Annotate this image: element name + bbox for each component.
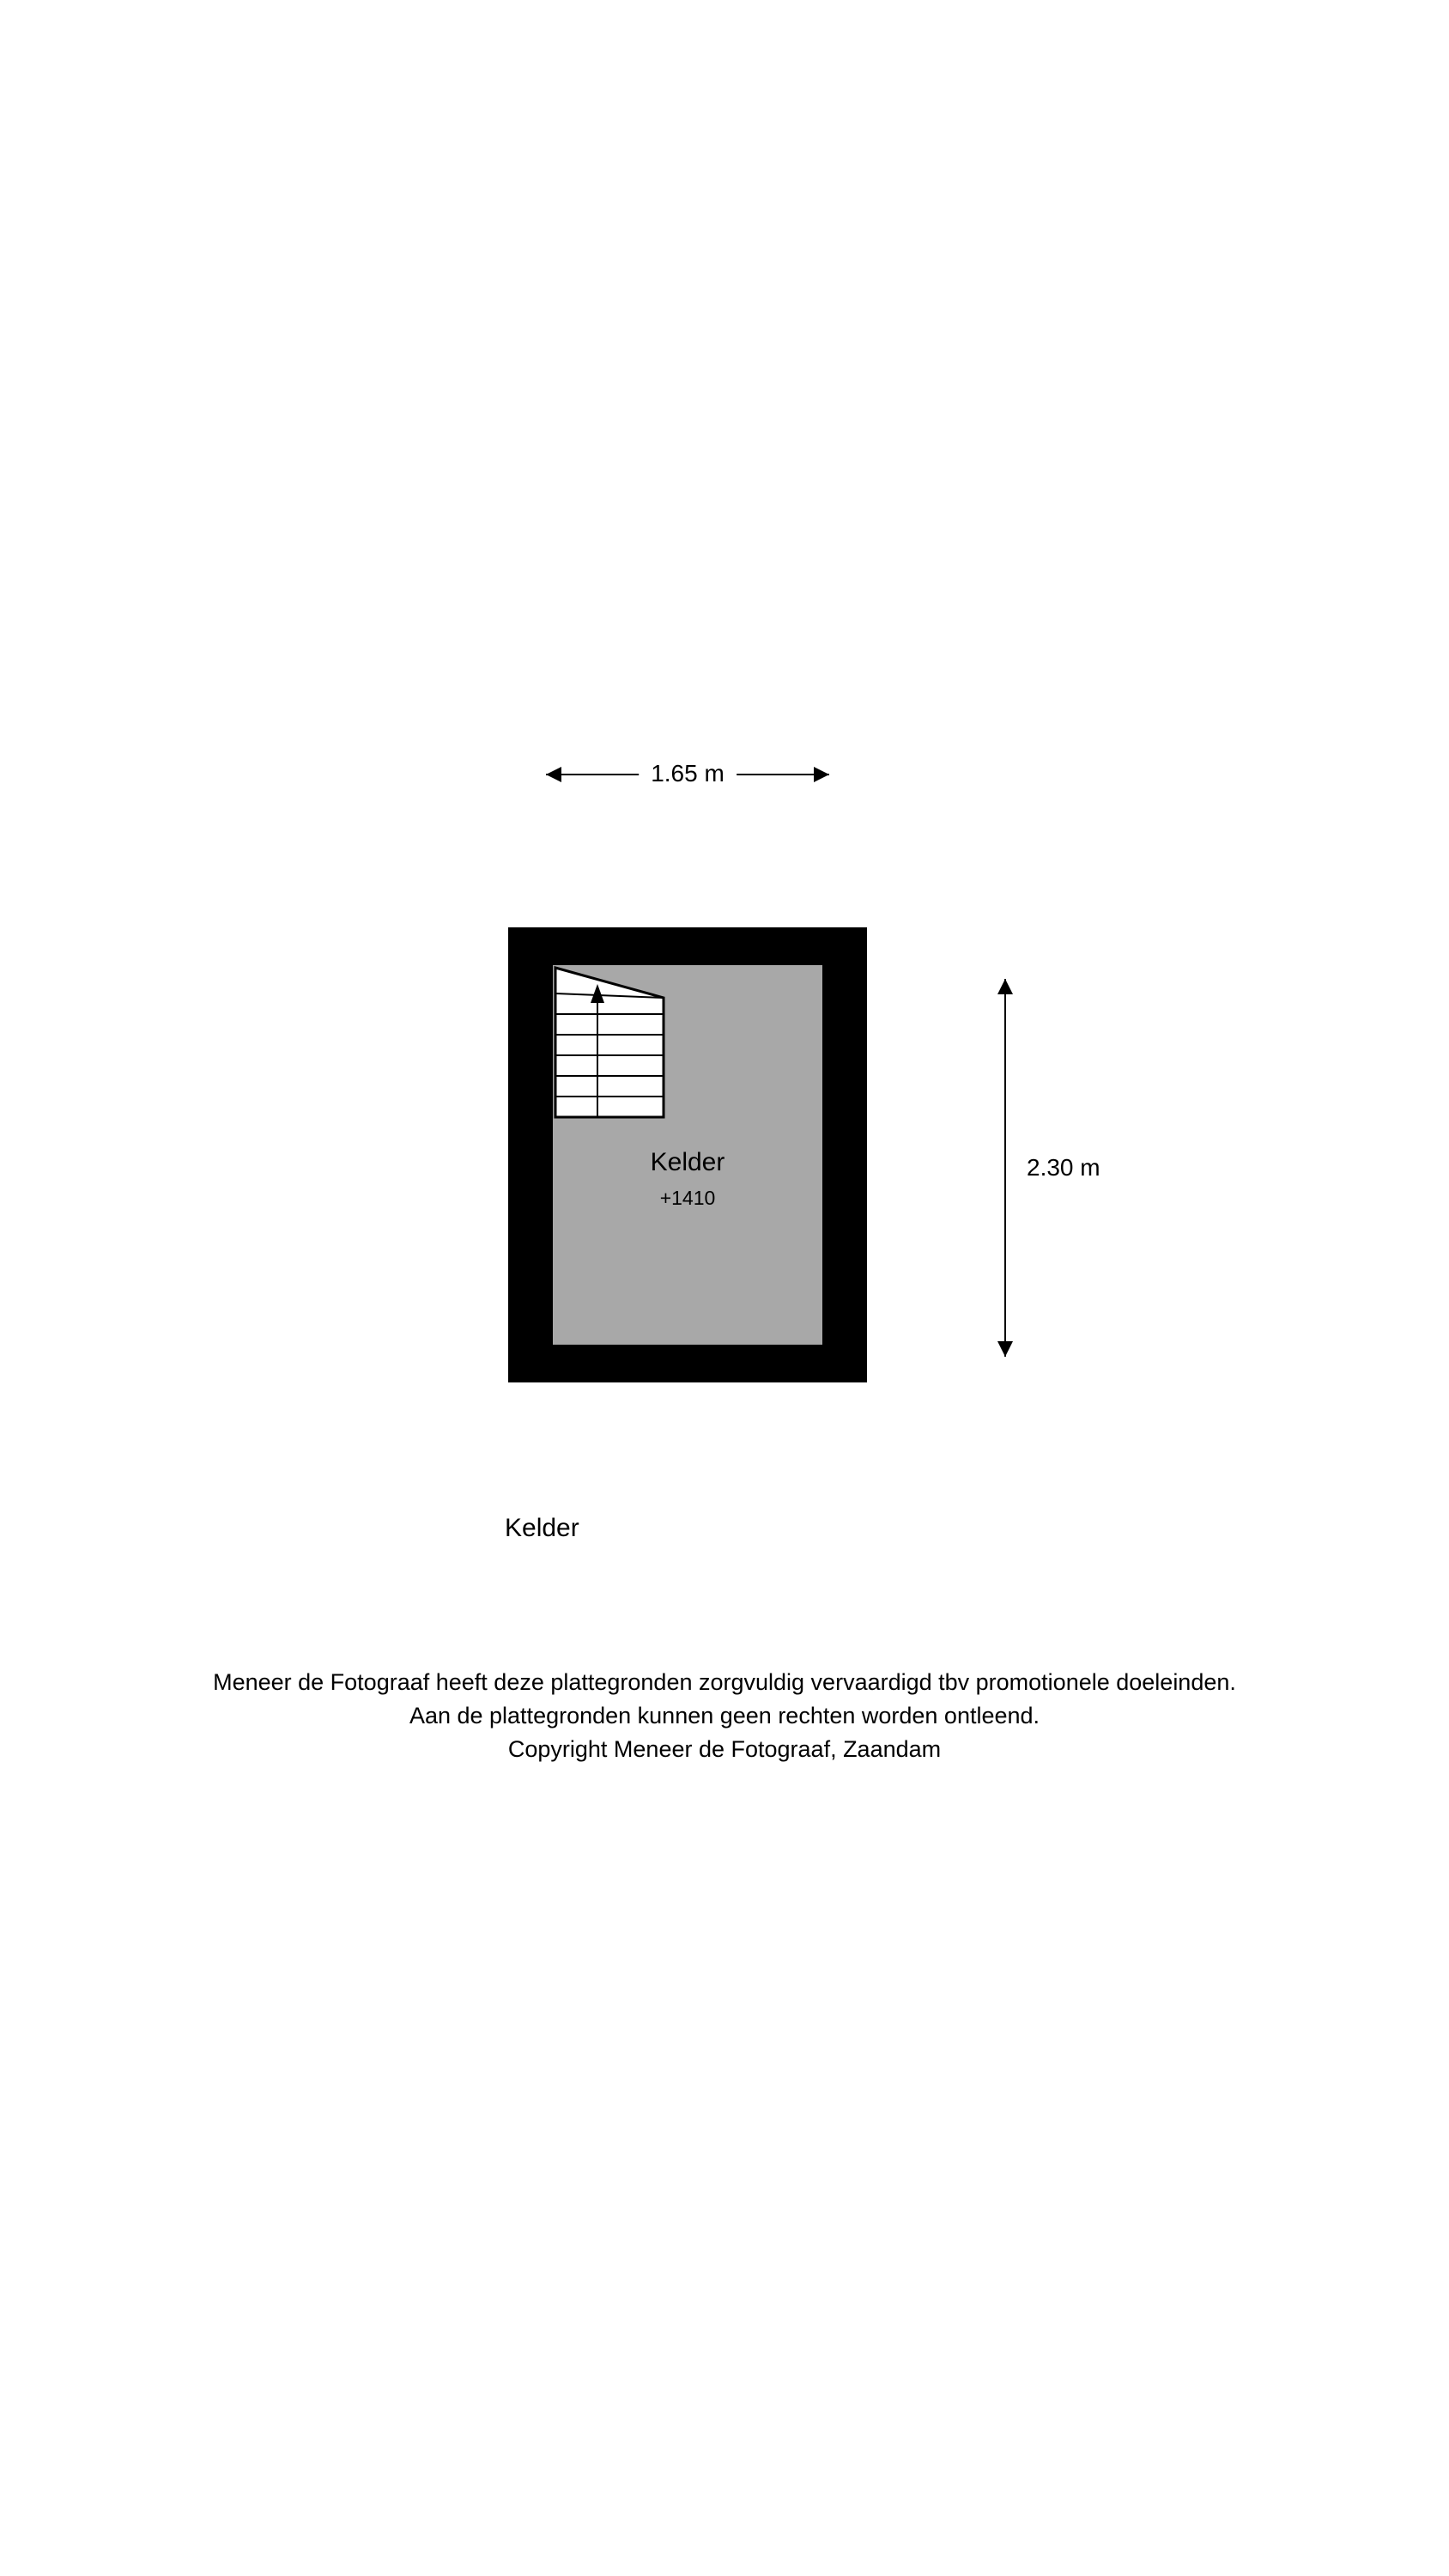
arrow-up-icon [997, 979, 1013, 994]
room-height-label: +1410 [659, 1187, 716, 1209]
width-dimension-label: 1.65 m [639, 756, 737, 792]
arrow-left-icon [546, 767, 561, 782]
disclaimer-line-1: Meneer de Fotograaf heeft deze plattegronden zorgvuldig vervaardigd tbv promotionele doeleinden. [213, 1669, 1236, 1695]
staircase-icon [553, 965, 666, 1120]
floorplan-drawing [508, 927, 867, 1382]
disclaimer-line-2: Aan de plattegronden kunnen geen rechten worden ontleend. [409, 1703, 1040, 1728]
width-dimension [546, 756, 829, 793]
disclaimer-line-3: Copyright Meneer de Fotograaf, Zaandam [507, 1736, 942, 1762]
dimension-line-vertical [1004, 979, 1006, 1357]
arrow-down-icon [997, 1341, 1013, 1357]
plan-title: Kelder [505, 1514, 579, 1542]
height-dimension [987, 979, 1125, 1357]
disclaimer-text [0, 1666, 1449, 1766]
arrow-right-icon [814, 767, 829, 782]
room-name-label: Kelder [650, 1148, 725, 1176]
height-dimension-label: 2.30 m [1023, 1148, 1104, 1188]
